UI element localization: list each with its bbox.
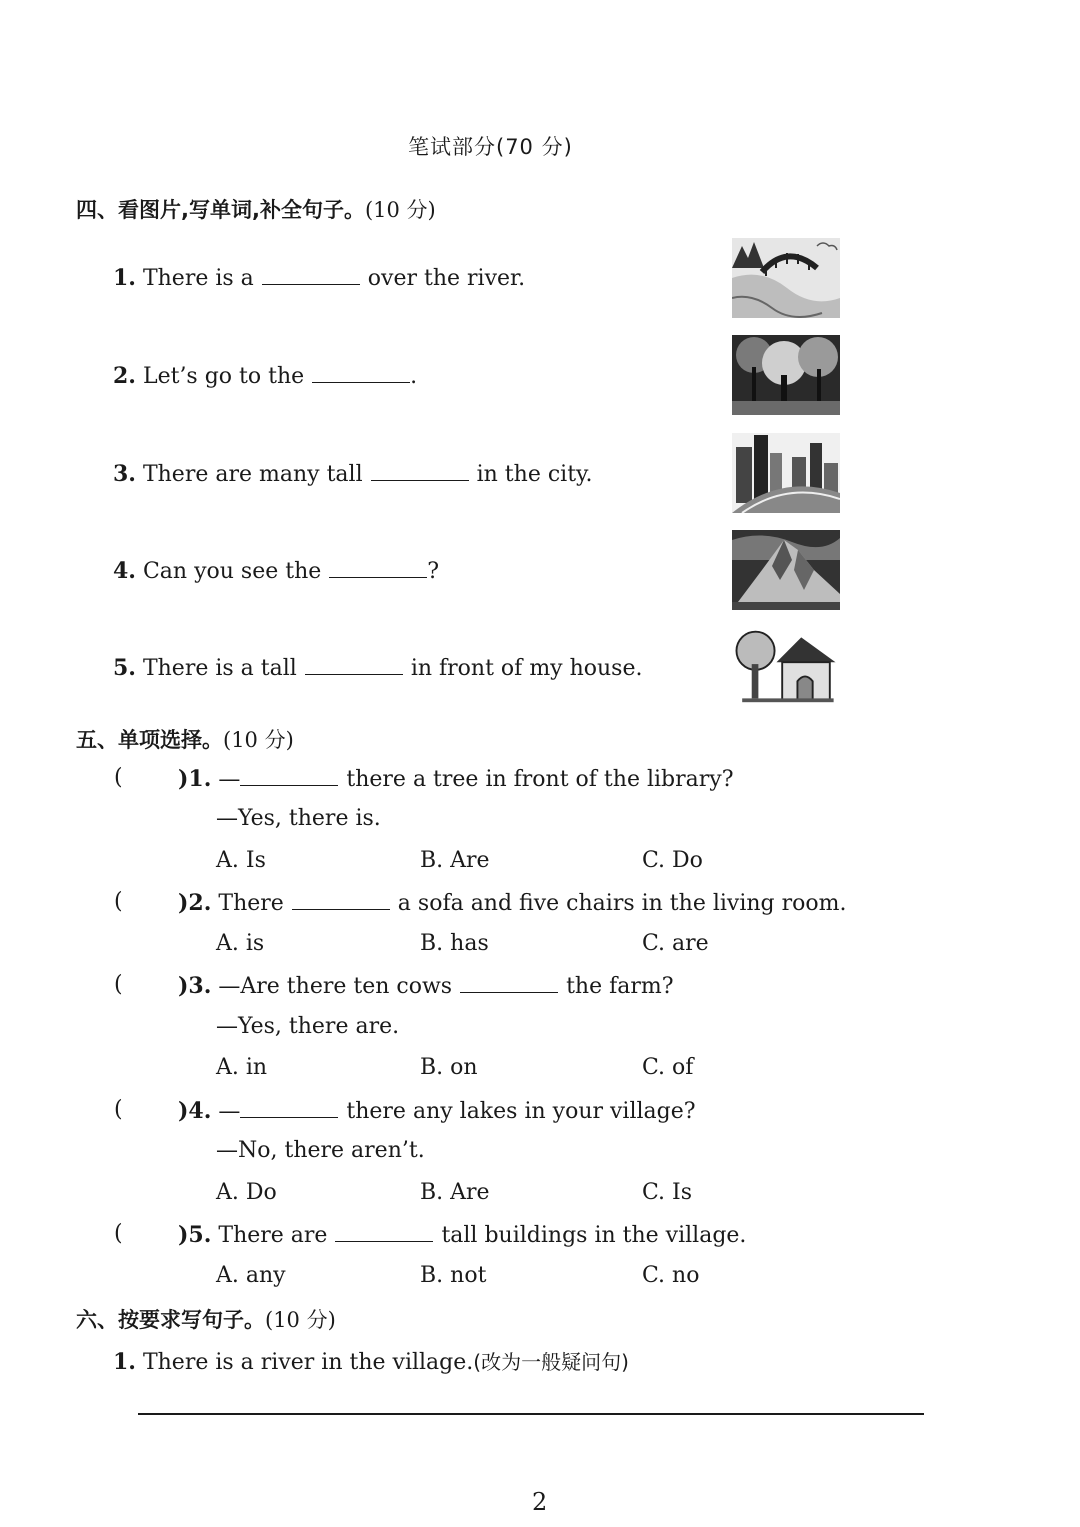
s5-q4-text-before: —	[218, 1099, 241, 1124]
s4-q2-text-after: .	[410, 364, 418, 389]
s4-q1-number: 1.	[113, 265, 136, 291]
section-4-title: 四、看图片,写单词,补全句子。	[76, 198, 365, 222]
s4-q5-blank[interactable]	[305, 654, 403, 675]
s5-q3-option-a: A. in	[216, 1055, 268, 1080]
s4-q2-blank[interactable]	[312, 362, 410, 383]
s5-q5-text-after: tall buildings in the village.	[441, 1223, 747, 1248]
s5-question-1	[178, 765, 734, 792]
section-6-heading	[76, 1304, 336, 1334]
s4-q2-text-before: Let’s go to the	[142, 364, 305, 389]
s5-q1-reply: —Yes, there is.	[216, 806, 381, 831]
s5-q3-option-c: C. of	[642, 1055, 694, 1080]
page-title: 笔试部分(70 分)	[408, 135, 573, 159]
s5-q3-reply: —Yes, there are.	[216, 1014, 400, 1039]
s5-q1-text-before: —	[218, 767, 241, 792]
s4-question-5	[113, 654, 642, 681]
s4-question-1	[113, 264, 525, 291]
s4-q1-text-after: over the river.	[367, 266, 526, 291]
page-number: 2	[532, 1488, 548, 1516]
s5-q2-option-c: C. are	[642, 931, 709, 956]
s6-q1-text: There is a river in the village.	[142, 1350, 474, 1375]
section-5-title: 五、单项选择。	[76, 728, 223, 752]
s5-q5-paren[interactable]: (	[114, 1221, 123, 1246]
mountain-icon	[732, 530, 840, 610]
s5-q4-option-b: B. Are	[420, 1180, 490, 1205]
s4-q4-blank[interactable]	[329, 557, 427, 578]
section-4-points: (10 分)	[364, 198, 436, 222]
city-buildings-icon	[732, 433, 840, 513]
section-6-points: (10 分)	[265, 1308, 336, 1332]
s5-question-4	[178, 1097, 696, 1124]
s5-question-5	[178, 1221, 746, 1248]
park-trees-icon	[732, 335, 840, 415]
tree-house-icon	[732, 626, 840, 706]
s5-q2-blank[interactable]	[292, 889, 390, 910]
s4-q3-blank[interactable]	[371, 460, 469, 481]
section-6-title: 六、按要求写句子。	[76, 1308, 265, 1332]
s4-q2-number: 2.	[113, 363, 136, 389]
s5-q2-number: )2.	[178, 890, 212, 916]
s5-q1-option-a: A. Is	[216, 848, 266, 873]
bridge-river-icon	[732, 238, 840, 318]
s5-q2-option-b: B. has	[420, 931, 489, 956]
s5-q3-option-b: B. on	[420, 1055, 478, 1080]
section-5-points: (10 分)	[223, 728, 294, 752]
s6-q1-answer-line[interactable]	[138, 1413, 924, 1415]
s5-q1-option-c: C. Do	[642, 848, 703, 873]
s5-q4-text-after: there any lakes in your village?	[346, 1099, 696, 1124]
s6-question-1	[113, 1346, 629, 1375]
s5-q1-option-b: B. Are	[420, 848, 490, 873]
s5-question-3	[178, 972, 674, 999]
s5-q2-option-a: A. is	[216, 931, 265, 956]
s4-q3-number: 3.	[113, 461, 136, 487]
s5-q2-paren[interactable]: (	[114, 889, 123, 914]
s5-q4-option-a: A. Do	[216, 1180, 277, 1205]
s4-q1-blank[interactable]	[262, 264, 360, 285]
s4-question-3	[113, 460, 593, 487]
s4-q4-text-before: Can you see the	[142, 559, 322, 584]
s5-q5-number: )5.	[178, 1222, 212, 1248]
s4-q3-text-after: in the city.	[476, 462, 593, 487]
s4-question-2	[113, 362, 417, 389]
s4-q5-text-before: There is a tall	[142, 656, 297, 681]
s5-q3-paren[interactable]: (	[114, 972, 123, 997]
s5-q4-paren[interactable]: (	[114, 1097, 123, 1122]
s4-q4-text-after: ?	[427, 559, 440, 584]
s6-q1-number: 1.	[113, 1349, 136, 1375]
s5-q3-text-after: the farm?	[566, 974, 674, 999]
s5-q5-blank[interactable]	[335, 1221, 433, 1242]
s5-q4-reply: —No, there aren’t.	[216, 1138, 425, 1163]
s5-q4-number: )4.	[178, 1098, 212, 1124]
s5-q3-text-before: —Are there ten cows	[218, 974, 453, 999]
s5-q1-blank[interactable]	[240, 765, 338, 786]
s5-q5-option-a: A. any	[216, 1263, 286, 1288]
s5-q1-number: )1.	[178, 766, 212, 792]
s5-q4-option-c: C. Is	[642, 1180, 693, 1205]
section-5-heading	[76, 724, 294, 754]
s5-q5-option-b: B. not	[420, 1263, 487, 1288]
s5-q5-option-c: C. no	[642, 1263, 700, 1288]
s5-q3-number: )3.	[178, 973, 212, 999]
s5-q2-text-after: a sofa and five chairs in the living room.	[397, 891, 847, 916]
s5-q4-blank[interactable]	[240, 1097, 338, 1118]
s5-q2-text-before: There	[218, 891, 284, 916]
s4-q5-number: 5.	[113, 655, 136, 681]
section-4-heading	[76, 194, 436, 224]
s4-q5-text-after: in front of my house.	[410, 656, 643, 681]
s4-q1-text-before: There is a	[142, 266, 254, 291]
s5-q1-text-after: there a tree in front of the library?	[346, 767, 734, 792]
s5-question-2	[178, 889, 846, 916]
s4-q4-number: 4.	[113, 558, 136, 584]
s5-q1-paren[interactable]: (	[114, 765, 123, 790]
s6-q1-instruction: (改为一般疑问句)	[473, 1350, 629, 1374]
s4-question-4	[113, 557, 439, 584]
s4-q3-text-before: There are many tall	[142, 462, 363, 487]
s5-q3-blank[interactable]	[460, 972, 558, 993]
s5-q5-text-before: There are	[218, 1223, 328, 1248]
